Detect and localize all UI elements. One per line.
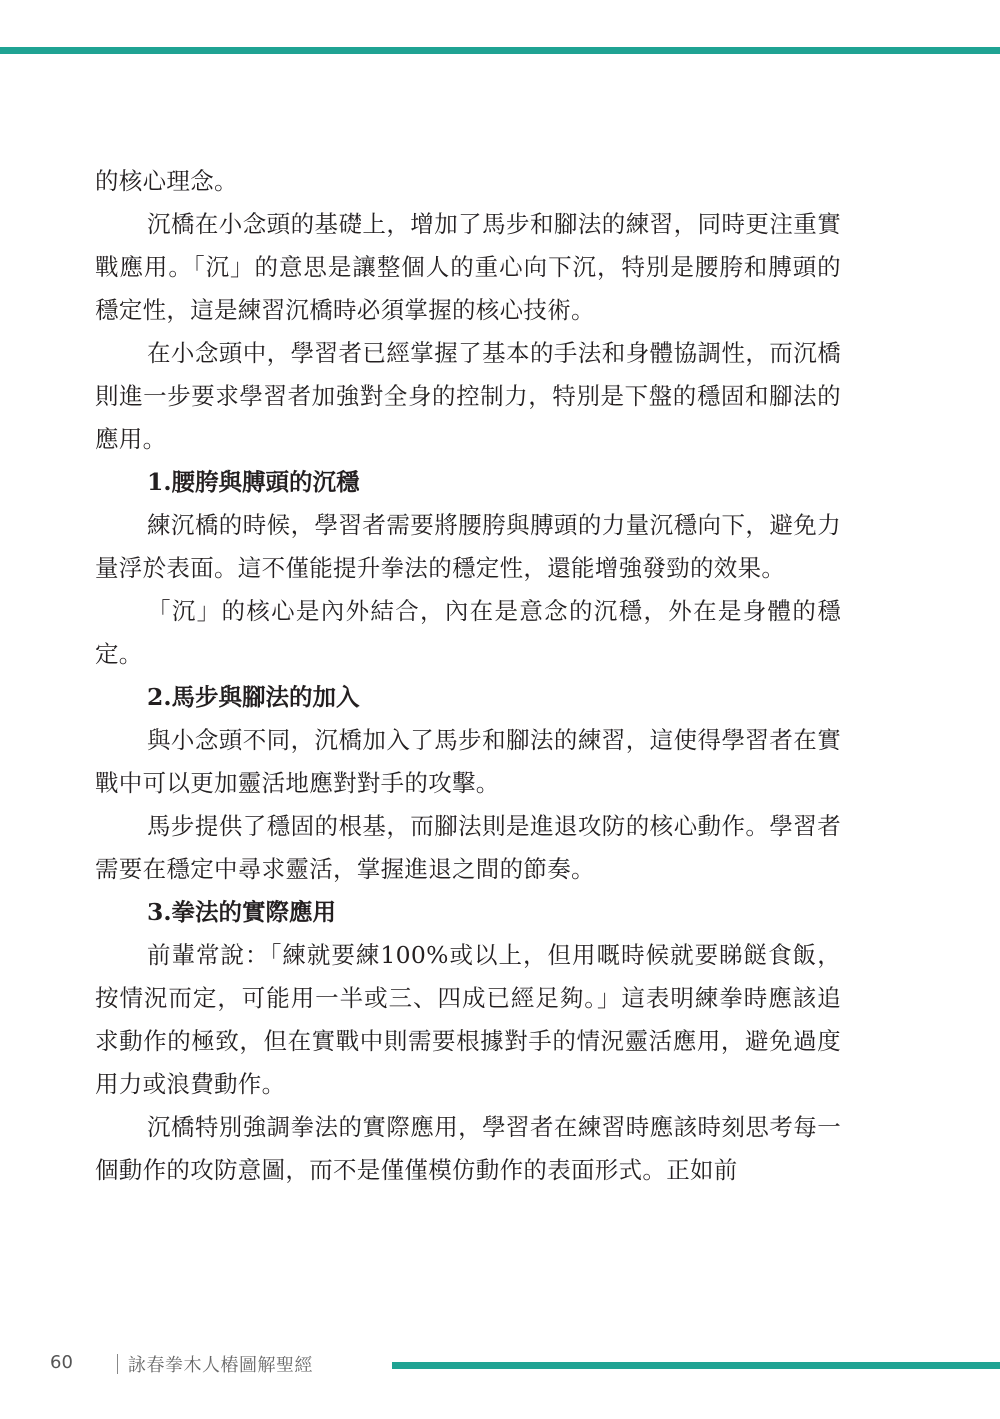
footer-divider [117,1354,118,1374]
paragraph-8: 前輩常說：「練就要練100%或以上，但用嘅時候就要睇餸食飯，按情況而定，可能用一半或三、四成已經足夠。」這表明練拳時應該追求動作的極致，但在實戰中則需要根據對手的情況靈活應用，避免過度用力或浪費動作。 [95,941,841,1098]
page-number: 60 [50,1352,73,1373]
top-accent-rule [0,47,1000,54]
paragraph-4: 練沉橋的時候，學習者需要將腰胯與膊頭的力量沉穩向下，避免力量浮於表面。這不僅能提升拳法的穩定性，還能增強發勁的效果。 [95,511,841,582]
section-heading-2: 2.馬步與腳法的加入 [147,683,360,711]
paragraph-9: 沉橋特別強調拳法的實際應用，學習者在練習時應該時刻思考每一個動作的攻防意圖，而不是僅僅模仿動作的表面形式。正如前 [95,1113,841,1184]
section-heading-3: 3.拳法的實際應用 [147,898,337,926]
paragraph-7: 馬步提供了穩固的根基，而腳法則是進退攻防的核心動作。學習者需要在穩定中尋求靈活，掌握進退之間的節奏。 [95,812,841,883]
section-heading-1: 1.腰胯與膊頭的沉穩 [147,468,360,496]
paragraph-5: 「沉」的核心是內外結合，內在是意念的沉穩，外在是身體的穩定。 [95,597,841,668]
paragraph-3: 在小念頭中，學習者已經掌握了基本的手法和身體協調性，而沉橋則進一步要求學習者加強對全身的控制力，特別是下盤的穩固和腳法的應用。 [95,339,841,453]
page-footer [0,1348,1000,1382]
paragraph-2: 沉橋在小念頭的基礎上，增加了馬步和腳法的練習，同時更注重實戰應用。「沉」的意思是讓整個人的重心向下沉，特別是腰胯和膊頭的穩定性，這是練習沉橋時必須掌握的核心技術。 [95,210,841,324]
book-title: 詠春拳木人樁圖解聖經 [128,1355,313,1376]
body-text [95,160,841,1192]
bottom-accent-rule [392,1362,1000,1369]
paragraph-6: 與小念頭不同，沉橋加入了馬步和腳法的練習，這使得學習者在實戰中可以更加靈活地應對對手的攻擊。 [95,726,841,797]
paragraph-1: 的核心理念。 [95,167,238,195]
